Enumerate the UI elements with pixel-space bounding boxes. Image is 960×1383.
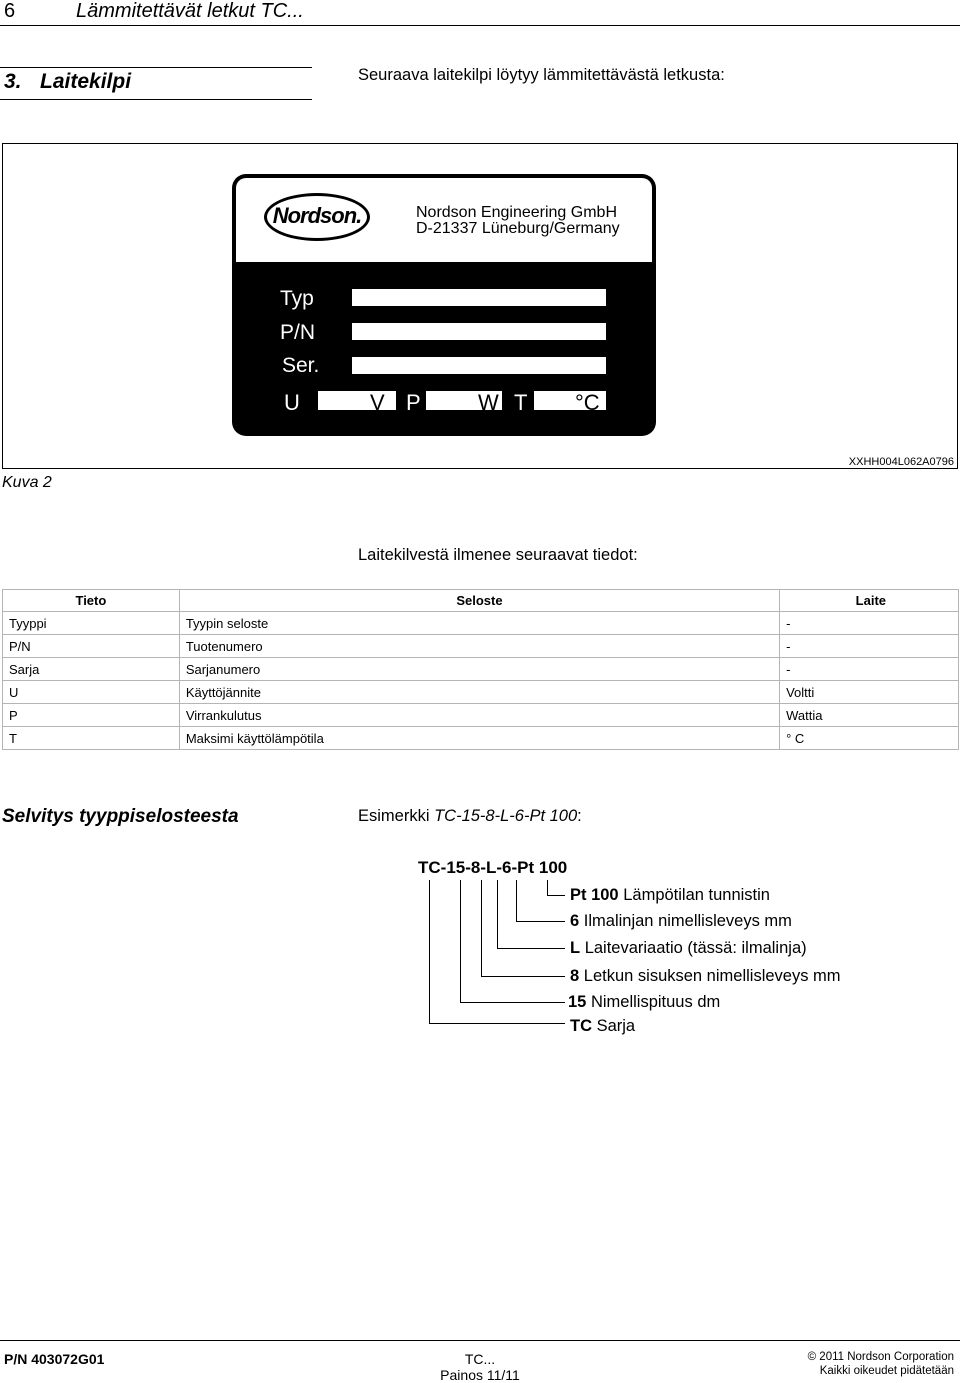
table-cell: Voltti — [780, 681, 959, 704]
plate-unit-c: °C — [575, 390, 600, 415]
table-cell: - — [780, 635, 959, 658]
connector-6-h — [516, 921, 565, 922]
designation-example — [358, 807, 582, 826]
header-divider — [0, 25, 960, 26]
connector-pt100-v — [547, 880, 548, 896]
connector-15-h — [460, 1002, 565, 1003]
section-rule-top — [0, 67, 312, 68]
section-rule-bottom — [0, 99, 312, 100]
legend-text: Laitevariaatio (tässä: ilmalinja) — [584, 939, 807, 957]
table-cell: Sarjanumero — [179, 658, 779, 681]
company-address — [416, 205, 620, 237]
connector-8-v — [481, 880, 482, 977]
table-cell: Maksimi käyttölämpötila — [179, 727, 779, 750]
table-cell: Virrankulutus — [179, 704, 779, 727]
legend-text: Sarja — [596, 1017, 636, 1035]
table-cell: - — [780, 658, 959, 681]
figure-code: XXHH004L062A0796 — [848, 456, 954, 468]
table-cell: Tyypin seloste — [179, 612, 779, 635]
table-row — [3, 704, 959, 727]
column-header-seloste: Seloste — [179, 590, 779, 612]
plate-label-typ: Typ — [280, 287, 314, 310]
company-city: D-21337 Lüneburg/Germany — [416, 220, 620, 237]
legend-text: Lämpötilan tunnistin — [623, 886, 770, 904]
table-header-row — [3, 590, 959, 612]
footer-divider — [0, 1340, 960, 1341]
connector-6-v — [516, 880, 517, 922]
legend-key: 15 — [568, 993, 587, 1011]
footer-doc-info — [400, 1351, 560, 1383]
plate-unit-v: V — [370, 390, 385, 415]
section-number: 3. — [4, 70, 22, 93]
legend-key: TC — [570, 1017, 592, 1035]
connector-l-h — [497, 948, 565, 949]
plate-label-ser: Ser. — [282, 354, 320, 377]
legend-item-8 — [570, 967, 841, 986]
legend-text: Nimellispituus dm — [590, 993, 721, 1011]
legend-key: Pt 100 — [570, 886, 619, 904]
connector-8-h — [481, 976, 565, 977]
connector-pt100-h — [547, 895, 565, 896]
table-row — [3, 727, 959, 750]
nordson-logo-text: Nordson. — [272, 203, 362, 228]
table-row — [3, 681, 959, 704]
plate-label-t: T — [514, 390, 528, 415]
footer-copyright-block — [808, 1350, 954, 1378]
plate-unit-w: W — [478, 390, 499, 415]
table-cell: ° C — [780, 727, 959, 750]
example-prefix: Esimerkki — [358, 807, 435, 825]
example-suffix: : — [577, 807, 582, 825]
plate-field-pn — [352, 323, 606, 340]
legend-key: L — [570, 939, 581, 957]
table-cell: U — [3, 681, 180, 704]
company-name: Nordson Engineering GmbH — [416, 204, 617, 221]
legend-item-15 — [568, 993, 720, 1012]
table-cell: P/N — [3, 635, 180, 658]
legend-item-l — [570, 939, 807, 958]
table-cell: Sarja — [3, 658, 180, 681]
connector-tc-v — [429, 880, 430, 1024]
table-cell: P — [3, 704, 180, 727]
table-cell: Käyttöjännite — [179, 681, 779, 704]
table-cell: - — [780, 612, 959, 635]
legend-text: Ilmalinjan nimellisleveys mm — [583, 912, 792, 930]
footer-copyright: © 2011 Nordson Corporation — [807, 1351, 954, 1363]
designation-code: TC-15-8-L-6-Pt 100 — [418, 858, 568, 877]
plate-label-pn: P/N — [280, 321, 316, 344]
legend-item-tc — [570, 1017, 635, 1036]
legend-key: 8 — [570, 967, 580, 985]
plate-label-p: P — [406, 390, 421, 415]
figure-caption: Kuva 2 — [2, 474, 52, 491]
footer-edition: Painos 11/11 — [440, 1367, 520, 1383]
table-cell: T — [3, 727, 180, 750]
section-intro: Seuraava laitekilpi löytyy lämmitettävästä letkusta: — [358, 66, 725, 84]
table-cell: Wattia — [780, 704, 959, 727]
table-intro: Laitekilvestä ilmenee seuraavat tiedot: — [358, 546, 638, 564]
footer-part-number: P/N 403072G01 — [4, 1351, 105, 1367]
table-row — [3, 635, 959, 658]
legend-item-6 — [570, 912, 792, 931]
designation-title: Selvitys tyyppiselosteesta — [2, 806, 239, 827]
nameplate-data-table — [2, 589, 959, 750]
connector-15-v — [460, 880, 461, 1003]
example-code: TC-15-8-L-6-Pt 100 — [434, 807, 578, 825]
plate-field-ser — [352, 357, 606, 374]
table-cell: Tuotenumero — [179, 635, 779, 658]
footer-doc: TC... — [464, 1351, 496, 1367]
document-title: Lämmitettävät letkut TC... — [76, 0, 304, 22]
table-cell: Tyyppi — [3, 612, 180, 635]
column-header-laite: Laite — [780, 590, 959, 612]
table-row — [3, 612, 959, 635]
connector-l-v — [497, 880, 498, 949]
legend-key: 6 — [570, 912, 580, 930]
table-row — [3, 658, 959, 681]
legend-item-pt100 — [570, 886, 770, 905]
legend-text: Letkun sisuksen nimellisleveys mm — [583, 967, 841, 985]
page-number: 6 — [4, 0, 16, 22]
connector-tc-h — [429, 1023, 565, 1024]
footer-rights: Kaikki oikeudet pidätetään — [819, 1365, 954, 1377]
plate-field-typ — [352, 289, 606, 306]
plate-label-u: U — [284, 390, 300, 415]
column-header-tieto: Tieto — [3, 590, 180, 612]
section-title: Laitekilpi — [40, 70, 132, 93]
